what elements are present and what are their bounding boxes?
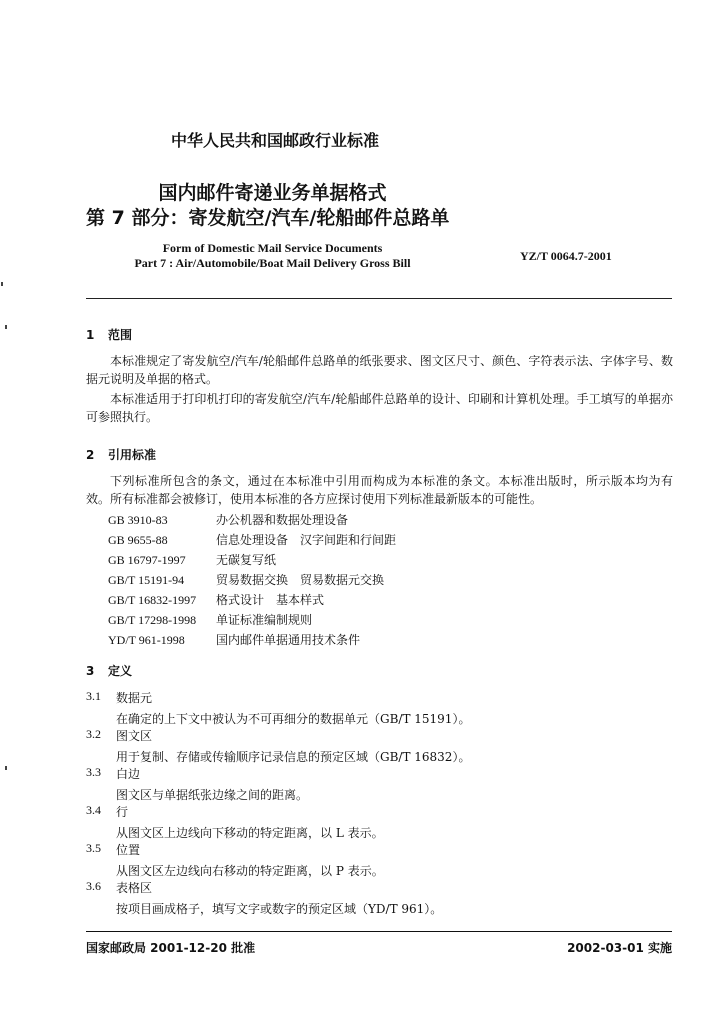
definition-number: 3.5 xyxy=(86,841,101,855)
definition-number: 3.1 xyxy=(86,689,101,703)
section-number: 1 xyxy=(86,328,95,342)
definition-term: 表格区 xyxy=(116,881,153,895)
definition-text: 用于复制、存储或传输顺序记录信息的预定区域（GB/T 16832）。 xyxy=(116,750,471,764)
reference-name: 格式设计 基本样式 xyxy=(216,593,325,607)
definition-text: 图文区与单据纸张边缘之间的距离。 xyxy=(116,788,309,802)
footer-divider xyxy=(86,931,672,932)
reference-code: GB 16797-1997 xyxy=(108,553,186,567)
section-references-heading xyxy=(86,446,156,463)
definition-3-3 xyxy=(86,765,308,803)
definition-text: 按项目画成格子，填写文字或数字的预定区域（YD/T 961）。 xyxy=(116,902,443,916)
reference-name: 无碳复写纸 xyxy=(216,553,277,567)
definition-text: 从图文区左边线向右移动的特定距离，以 P 表示。 xyxy=(116,864,384,878)
definition-number: 3.4 xyxy=(86,803,101,817)
scan-mark xyxy=(1,282,3,286)
reference-item xyxy=(108,610,396,630)
definition-3-6 xyxy=(86,879,442,917)
section-title: 引用标准 xyxy=(108,448,157,462)
reference-name: 单证标准编制规则 xyxy=(216,613,313,627)
reference-list xyxy=(108,510,396,650)
section-definitions-heading xyxy=(86,662,132,679)
reference-code: YD/T 961-1998 xyxy=(108,633,185,647)
reference-code: GB/T 17298-1998 xyxy=(108,613,197,627)
definition-number: 3.3 xyxy=(86,765,101,779)
reference-name: 贸易数据交换 贸易数据元交换 xyxy=(216,573,385,587)
reference-item xyxy=(108,630,396,650)
definition-term: 白边 xyxy=(116,767,141,781)
reference-item xyxy=(108,570,396,590)
reference-item xyxy=(108,590,396,610)
reference-item xyxy=(108,510,396,530)
definition-term: 图文区 xyxy=(116,729,153,743)
reference-code: GB/T 15191-94 xyxy=(108,573,185,587)
document-title-line1: 国内邮件寄递业务单据格式 xyxy=(158,182,387,204)
definition-number: 3.6 xyxy=(86,879,101,893)
implementation-date: 2002-03-01 实施 xyxy=(567,941,672,955)
reference-item xyxy=(108,530,396,550)
definition-term: 数据元 xyxy=(116,691,153,705)
reference-name: 国内邮件单据通用技术条件 xyxy=(216,633,361,647)
organization-name: 中华人民共和国邮政行业标准 xyxy=(170,131,379,150)
reference-name: 办公机器和数据处理设备 xyxy=(216,513,349,527)
definition-number: 3.2 xyxy=(86,727,101,741)
approval-statement: 国家邮政局 2001-12-20 批准 xyxy=(86,941,256,955)
reference-name: 信息处理设备 汉字间距和行间距 xyxy=(216,533,397,547)
english-title-line1: Form of Domestic Mail Service Documents xyxy=(162,241,383,255)
reference-code: GB 3910-83 xyxy=(108,513,168,527)
references-intro: 下列标准所包含的条文，通过在本标准中引用而构成为本标准的条文。本标准出版时，所示版本均为有效。所有标准都会被修订，使用本标准的各方应探讨使用下列标准最新版本的可能性。 xyxy=(86,474,673,506)
section-title: 定义 xyxy=(108,664,133,678)
definition-term: 行 xyxy=(116,805,129,819)
section-number: 3 xyxy=(86,664,95,678)
reference-item xyxy=(108,550,396,570)
scope-paragraph-2: 本标准适用于打印机打印的寄发航空/汽车/轮船邮件总路单的设计、印刷和计算机处理。手工填写的单据亦可参照执行。 xyxy=(86,392,673,424)
definition-term: 位置 xyxy=(116,843,141,857)
definition-text: 在确定的上下文中被认为不可再细分的数据单元（GB/T 15191）。 xyxy=(116,712,471,726)
standard-code: YZ/T 0064.7-2001 xyxy=(520,249,612,263)
scan-mark xyxy=(5,325,7,329)
reference-code: GB/T 16832-1997 xyxy=(108,593,197,607)
document-title-line2: 第 7 部分：寄发航空/汽车/轮船邮件总路单 xyxy=(86,207,450,229)
definition-3-1 xyxy=(86,689,470,727)
section-title: 范围 xyxy=(108,328,133,342)
english-title-line2: Part 7 : Air/Automobile/Boat Mail Delivery Gross Bill xyxy=(134,256,411,270)
scope-paragraph-1: 本标准规定了寄发航空/汽车/轮船邮件总路单的纸张要求、图文区尺寸、颜色、字符表示法、字体字号、数据元说明及单据的格式。 xyxy=(86,354,673,386)
scan-mark xyxy=(5,766,7,770)
header-divider xyxy=(86,298,672,299)
section-scope-heading xyxy=(86,326,132,343)
definition-3-5 xyxy=(86,841,384,879)
definition-text: 从图文区上边线向下移动的特定距离，以 L 表示。 xyxy=(116,826,384,840)
reference-code: GB 9655-88 xyxy=(108,533,168,547)
definition-3-2 xyxy=(86,727,470,765)
section-number: 2 xyxy=(86,448,95,462)
definition-3-4 xyxy=(86,803,384,841)
